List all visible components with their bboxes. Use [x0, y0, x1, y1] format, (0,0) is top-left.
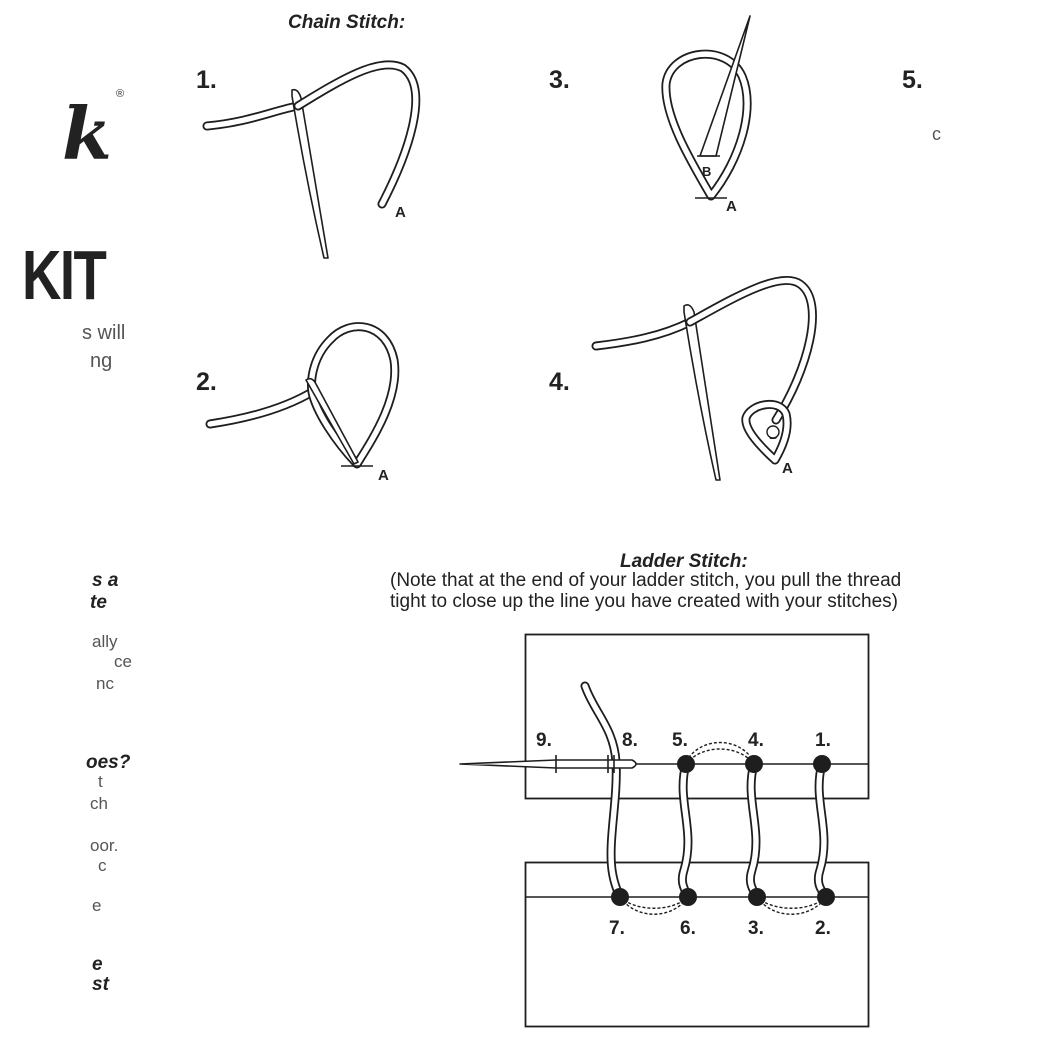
sidebar-text: nc	[96, 674, 114, 693]
ladder-label-1: 1.	[815, 730, 831, 751]
sidebar-text: ch	[90, 794, 108, 813]
ladder-stitch-title: Ladder Stitch:	[620, 551, 748, 572]
ladder-label-5: 5.	[672, 730, 688, 751]
sidebar-heading: oes?	[86, 752, 131, 773]
step-number-2: 2.	[196, 368, 217, 396]
chain-step-2-illustration	[210, 327, 395, 466]
ladder-label-2: 2.	[815, 918, 831, 939]
step-number-4: 4.	[549, 368, 570, 396]
sidebar-heading: te	[90, 592, 107, 613]
logo-registered-mark: ®	[116, 88, 125, 100]
sidebar-heading: s a	[92, 570, 119, 591]
ladder-label-8: 8.	[622, 730, 638, 751]
point-b-label: B	[702, 164, 712, 179]
point-a-label: A	[378, 467, 389, 484]
edge-fragment: c	[932, 124, 941, 144]
sidebar-heading: st	[92, 974, 109, 995]
ladder-note	[388, 570, 948, 616]
kit-heading-fragment: KIT	[22, 236, 106, 314]
ladder-label-6: 6.	[680, 918, 696, 939]
point-a-label: A	[782, 460, 793, 477]
point-a-label: A	[726, 198, 737, 215]
sidebar-text: ce	[114, 652, 132, 671]
point-a-label: A	[395, 204, 406, 221]
sidebar-heading: e	[92, 954, 103, 975]
sidebar-text: oor.	[90, 836, 119, 855]
sidebar-text: c	[98, 856, 107, 875]
ladder-label-4: 4.	[748, 730, 764, 751]
step-number-1: 1.	[196, 66, 217, 94]
sidebar-text: s will	[82, 322, 126, 344]
chain-step-3-illustration	[666, 16, 750, 198]
chain-stitch-title: Chain Stitch:	[288, 12, 406, 33]
ladder-note-line-1: (Note that at the end of your ladder stitch, you pull the thread	[390, 570, 902, 591]
sidebar-text: ng	[90, 350, 113, 372]
step-number-3: 3.	[549, 66, 570, 94]
ladder-label-9: 9.	[536, 730, 552, 751]
sidebar-text: t	[98, 772, 103, 791]
ladder-label-7: 7.	[609, 918, 625, 939]
chain-step-4-illustration	[596, 280, 812, 480]
ladder-stitch-illustration	[460, 635, 869, 1027]
sidebar-text: e	[92, 896, 102, 915]
ladder-label-3: 3.	[748, 918, 764, 939]
logo-fragment: k	[62, 91, 112, 176]
chain-step-1-illustration	[207, 65, 416, 258]
step-number-5: 5.	[902, 66, 923, 94]
sidebar-text: ally	[92, 632, 118, 651]
ladder-note-line-2: tight to close up the line you have created with your stitches)	[390, 591, 898, 612]
